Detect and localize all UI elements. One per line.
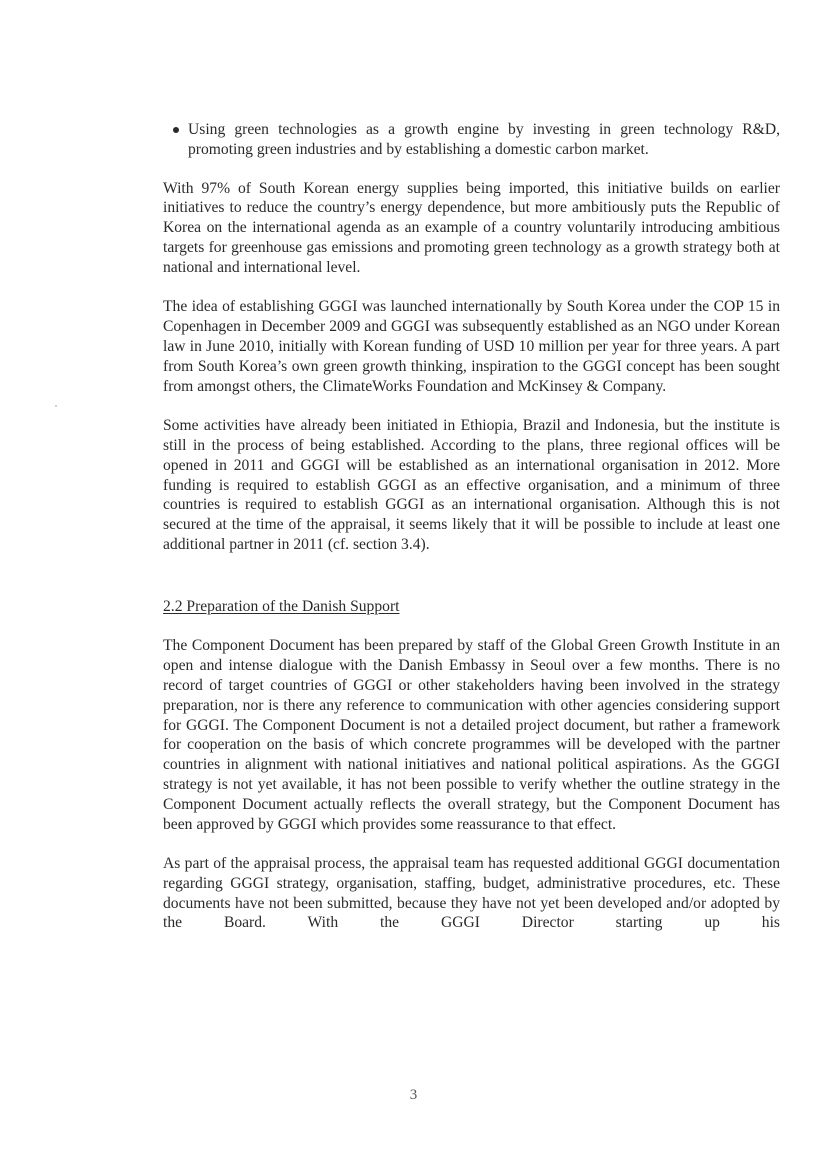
page-number: 3: [409, 1087, 418, 1103]
paragraph-activities: Some activities have already been initiated in Ethiopia, Brazil and Indonesia, but the institute is still in the process of being established. According to the plans, three regional offices will be opened in 2011 and GGGI will be established as an international organisation in 2012. More funding is required to establish GGGI as an effective organisation, and a minimum of three countries is required to establish GGGI as an international organisation. Although this is not secured at the time of the appraisal, it seems likely that it will be possible to include at least one additional partner in 2011 (cf. section 3.4).: [163, 417, 780, 553]
paragraph-energy-imports: With 97% of South Korean energy supplies being imported, this initiative builds on earlier initiatives to reduce the country’s energy dependence, but more ambitiously puts the Republic of Korea on the international agenda as an example of a country voluntarily introducing ambitious targets for greenhouse gas emissions and promoting green technology as a growth strategy both at national and international level.: [163, 179, 780, 276]
page-body: [163, 120, 780, 953]
bullet-text: Using green technologies as a growth engine by investing in green technology R&D, promoting green industries and by establishing a domestic carbon market.: [188, 121, 780, 158]
paragraph-component-document: The Component Document has been prepared by staff of the Global Green Growth Institute in an open and intense dialogue with the Danish Embassy in Seoul over a few months. There is no record of target countries of GGGI or other stakeholders having been involved in the strategy preparation, nor is there any reference to communication with other agencies considering support for GGGI. The Component Document is not a detailed project document, but rather a framework for cooperation on the basis of which concrete programmes will be developed with the partner countries in alignment with national initiatives and national political aspirations. As the GGGI strategy is not yet available, it has not been possible to verify whether the outline strategy in the Component Document actually reflects the overall strategy, but the Component Document has been approved by GGGI which provides some reassurance to that effect.: [163, 637, 780, 833]
paragraph-appraisal-process: As part of the appraisal process, the appraisal team has requested additional GGGI documentation regarding GGGI strategy, organisation, staffing, budget, administrative procedures, etc. These documents have not been submitted, because they have not yet been developed and/or adopted by the Board. With the GGGI Director starting up his: [163, 855, 780, 932]
section-heading: 2.2 Preparation of the Danish Support: [163, 597, 400, 615]
scan-artifact-mark: [55, 405, 57, 407]
bullet-dot-icon: [173, 127, 179, 133]
paragraph-gggi-establishment: The idea of establishing GGGI was launched internationally by South Korea under the COP 15 in Copenhagen in December 2009 and GGGI was subsequently established as an NGO under Korean law in June 2010, initially with Korean funding of USD 10 million per year for three years. A part from South Korea’s own green growth thinking, inspiration to the GGGI concept has been sought from amongst others, the ClimateWorks Foundation and McKinsey & Company.: [163, 298, 780, 395]
bullet-item: [163, 120, 780, 160]
